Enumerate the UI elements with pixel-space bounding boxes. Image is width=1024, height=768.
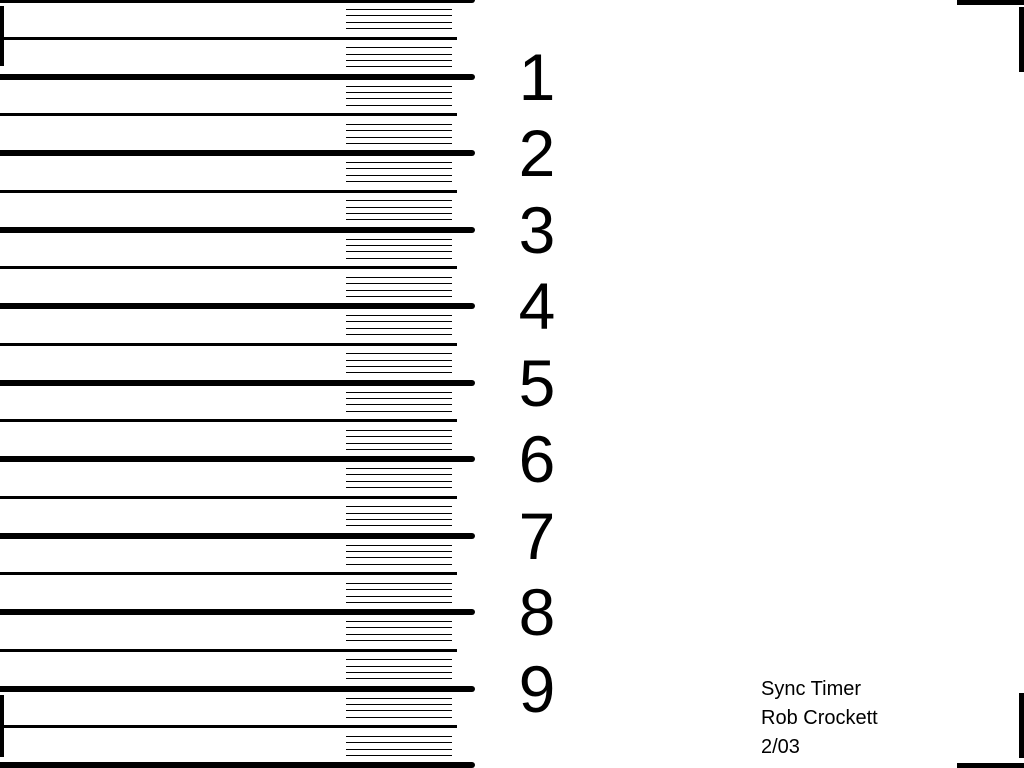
fine-rule: [346, 545, 452, 546]
fine-rule: [346, 666, 452, 667]
fine-rule: [346, 513, 452, 514]
thin-rule: [0, 572, 457, 575]
scale-number-3: 3: [518, 192, 556, 267]
thin-rule: [0, 266, 457, 269]
fine-rule: [346, 290, 452, 291]
fine-rule: [346, 15, 452, 16]
fine-rule: [346, 366, 452, 367]
thin-rule: [0, 113, 457, 116]
fine-rule: [346, 239, 452, 240]
thick-rule: [0, 533, 475, 539]
fine-rule: [346, 621, 452, 622]
fine-rule: [346, 105, 452, 106]
fine-rule: [346, 749, 452, 750]
fine-rule: [346, 360, 452, 361]
fine-rule: [346, 200, 452, 201]
fine-rule: [346, 168, 452, 169]
fine-rule: [346, 589, 452, 590]
thin-rule: [0, 190, 457, 193]
fine-rule: [346, 627, 452, 628]
scale-number-4: 4: [518, 269, 556, 343]
fine-rule: [346, 258, 452, 259]
fine-rule: [346, 519, 452, 520]
fine-rule: [346, 487, 452, 488]
fine-rule: [346, 219, 452, 220]
registration-mark-top-right-vertical: [1019, 7, 1024, 72]
thin-rule: [0, 496, 457, 499]
fine-rule: [346, 596, 452, 597]
fine-rule: [346, 66, 452, 67]
fine-rule: [346, 47, 452, 48]
scale-number-9: 9: [518, 651, 556, 726]
fine-rule: [346, 181, 452, 182]
thick-rule: [0, 456, 475, 462]
fine-rule: [346, 710, 452, 711]
fine-rule: [346, 704, 452, 705]
fine-rule: [346, 717, 452, 718]
fine-rule: [346, 678, 452, 679]
fine-rule: [346, 449, 452, 450]
thin-rule: [0, 725, 457, 728]
fine-rule: [346, 137, 452, 138]
registration-mark-top-left: [0, 6, 4, 66]
fine-rule: [346, 506, 452, 507]
registration-mark-bottom-right-vertical: [1019, 693, 1024, 758]
fine-rule: [346, 334, 452, 335]
fine-rule: [346, 28, 452, 29]
fine-rule: [346, 392, 452, 393]
fine-rule: [346, 602, 452, 603]
fine-rule: [346, 551, 452, 552]
scale-number-2: 2: [518, 116, 556, 190]
thick-rule: [0, 609, 475, 615]
scale-number-6: 6: [518, 422, 556, 496]
fine-rule: [346, 296, 452, 297]
fine-rule: [346, 564, 452, 565]
fine-rule: [346, 398, 452, 399]
fine-rule: [346, 283, 452, 284]
scale-number-8: 8: [518, 575, 556, 649]
fine-rule: [346, 86, 452, 87]
thick-rule: [0, 150, 475, 156]
thick-rule: [0, 686, 475, 692]
fine-rule: [346, 474, 452, 475]
fine-rule: [346, 251, 452, 252]
fine-rule: [346, 353, 452, 354]
fine-rule: [346, 672, 452, 673]
fine-rule: [346, 634, 452, 635]
thick-rule: [0, 762, 475, 768]
fine-rule: [346, 207, 452, 208]
thick-rule: [0, 74, 475, 80]
registration-mark-bottom-left: [0, 695, 4, 757]
fine-rule: [346, 411, 452, 412]
fine-rule: [346, 130, 452, 131]
fine-rule: [346, 557, 452, 558]
fine-rule: [346, 755, 452, 756]
fine-rule: [346, 443, 452, 444]
registration-mark-bottom-right-horizontal: [957, 763, 1024, 768]
thin-rule: [0, 37, 457, 40]
fine-rule: [346, 659, 452, 660]
credit-title: Sync Timer: [761, 678, 862, 700]
fine-rule: [346, 525, 452, 526]
fine-rule: [346, 60, 452, 61]
fine-rule: [346, 143, 452, 144]
fine-rule: [346, 98, 452, 99]
fine-rule: [346, 9, 452, 10]
fine-rule: [346, 162, 452, 163]
fine-rule: [346, 54, 452, 55]
credit-author: Rob Crockett: [761, 707, 878, 729]
thin-rule: [0, 649, 457, 652]
fine-rule: [346, 321, 452, 322]
fine-rule: [346, 245, 452, 246]
fine-rule: [346, 468, 452, 469]
fine-rule: [346, 175, 452, 176]
scale-number-1: 1: [518, 39, 556, 114]
fine-rule: [346, 736, 452, 737]
fine-rule: [346, 124, 452, 125]
registration-mark-top-right-horizontal: [957, 0, 1024, 5]
fine-rule: [346, 698, 452, 699]
scale-number-7: 7: [518, 498, 556, 573]
fine-rule: [346, 583, 452, 584]
thick-rule: [0, 227, 475, 233]
thin-rule: [0, 343, 457, 346]
fine-rule: [346, 22, 452, 23]
thick-rule: [0, 380, 475, 386]
fine-rule: [346, 213, 452, 214]
fine-rule: [346, 436, 452, 437]
scale-number-5: 5: [518, 345, 556, 420]
fine-rule: [346, 315, 452, 316]
fine-rule: [346, 92, 452, 93]
thick-rule: [0, 303, 475, 309]
fine-rule: [346, 404, 452, 405]
thick-rule: [0, 0, 475, 3]
fine-rule: [346, 481, 452, 482]
credit-block: [761, 675, 878, 762]
fine-rule: [346, 277, 452, 278]
thin-rule: [0, 419, 457, 422]
fine-rule: [346, 372, 452, 373]
fine-rule: [346, 640, 452, 641]
fine-rule: [346, 328, 452, 329]
fine-rule: [346, 742, 452, 743]
fine-rule: [346, 430, 452, 431]
credit-date: 2/03: [761, 736, 800, 758]
